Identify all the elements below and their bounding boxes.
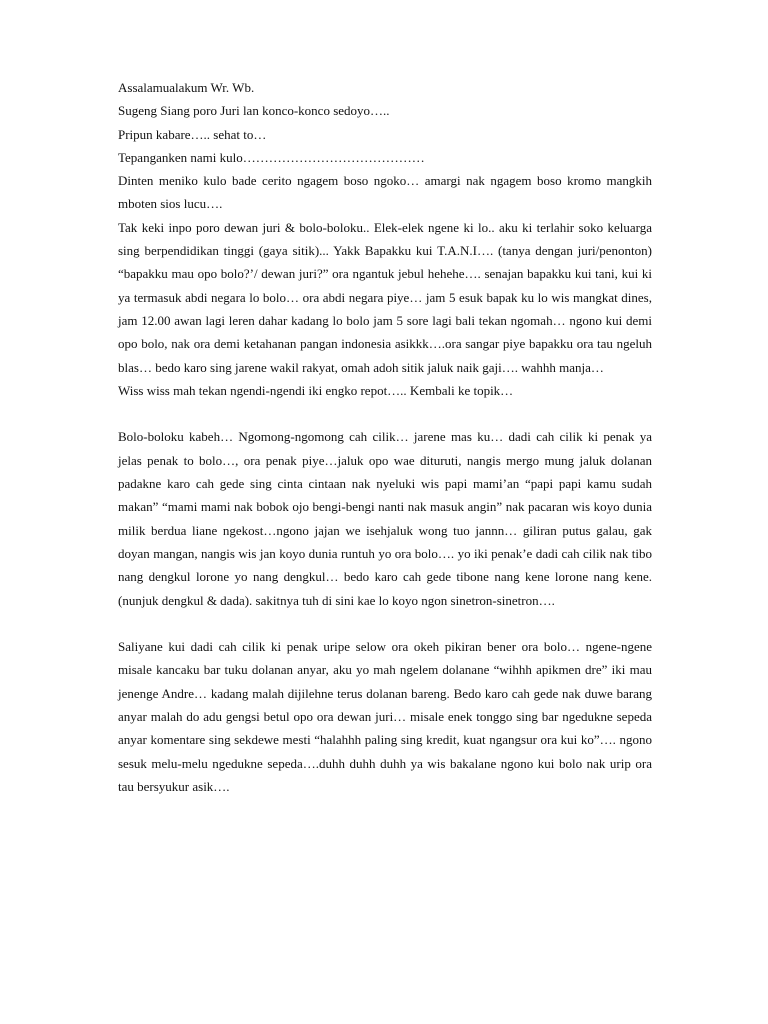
greeting-line: Assalamualakum Wr. Wb. [118,80,255,95]
paragraph-bapak: Tak keki inpo poro dewan juri & bolo-boloku.. Elek-elek ngene ki lo.. aku ki terlahir soko keluarga sing berpendidikan tinggi (gaya sitik)... Yakk Bapakku kui T.A.N.I…. (tanya dengan juri/penonton) “bapakku mau opo bolo?’/ dewan juri?” ora ngantuk jebul hehehe…. senajan bapakku kui tani, kui ki ya termasuk abdi negara lo bolo… ora abdi negara piye… jam 5 esuk bapak ku lo wis mangkat dines, jam 12.00 awan lagi leren dahar kadang lo bolo jam 5 sore lagi bali tekan ngomah… ngono kui demi opo bolo, nak ora demi ketahanan pangan indonesia asikkk….ora sangar piye bapakku ora tau ngeluh blas… bedo karo sing jarene wakil rakyat, omah adoh sitik jaluk naik gaji…. wahhh manja… [118,219,652,375]
nami-line: Tepanganken nami kulo…………………………………… [118,149,425,165]
paragraph-gap [118,612,652,635]
document-page [118,76,652,798]
paragraph-bapak-closing: Wiss wiss mah tekan ngendi-ngendi iki engko repot….. Kembali ke topik… [118,382,514,398]
paragraph-cah-cilik: Bolo-boloku kabeh… Ngomong-ngomong cah cilik… jarene mas ku… dadi cah cilik ki penak ya jelas penak to bolo…, ora penak piye…jaluk opo wae dituruti, nangis mergo mung jaluk dolanan padakne karo cah gede sing cinta cintaan nak nyeluki wis papi mami’an “papi papi kamu sudah makan” “mami mami nak bobok ojo bengi-bengi nanti nak masuk angin” nak pacaran wis koyo dunia milik berdua liane ngekost…ngono jajan we isehjaluk wong tuo jannn… giliran putus galau, gak doyan mangan, nangis wis jan koyo dunia runtuh yo ora bolo…. yo iki penak’e dadi cah cilik nak tibo nang dengkul lorone yo nang dengkul… bedo karo cah gede tibone nang kene lorone nang kene. (nunjuk dengkul & dada). sakitnya tuh di sini kae lo koyo ngon sinetron-sinetron…. [118,429,652,608]
paragraph-gap [118,402,652,425]
salam-line: Sugeng Siang poro Juri lan konco-konco sedoyo….. [118,103,390,119]
intro-paragraph: Dinten meniko kulo bade cerito ngagem boso ngoko… amargi nak ngagem boso kromo mangkih mboten sios lucu…. [118,173,652,212]
kabar-line: Pripun kabare….. sehat to… [118,126,267,142]
paragraph-saliyane: Saliyane kui dadi cah cilik ki penak uripe selow ora okeh pikiran bener ora bolo… ngene-ngene misale kancaku bar tuku dolanan anyar, aku yo mah ngelem dolanane “wihhh apikmen dre” iki mau jenenge Andre… kadang malah dijilehne terus dolanan bareng. Bedo karo cah gede nak duwe barang anyar malah do adu gengsi betul opo ora dewan juri… misale enek tonggo sing bar ngedukne sepeda anyar komentare sing sekdewe mesti “halahhh paling sing kredit, kuat ngangsur ora kui ko”…. ngono sesuk melu-melu ngedukne sepeda….duhh duhh duhh ya wis bakalane ngono kui bolo nak urip ora tau bersyukur asik…. [118,639,652,794]
